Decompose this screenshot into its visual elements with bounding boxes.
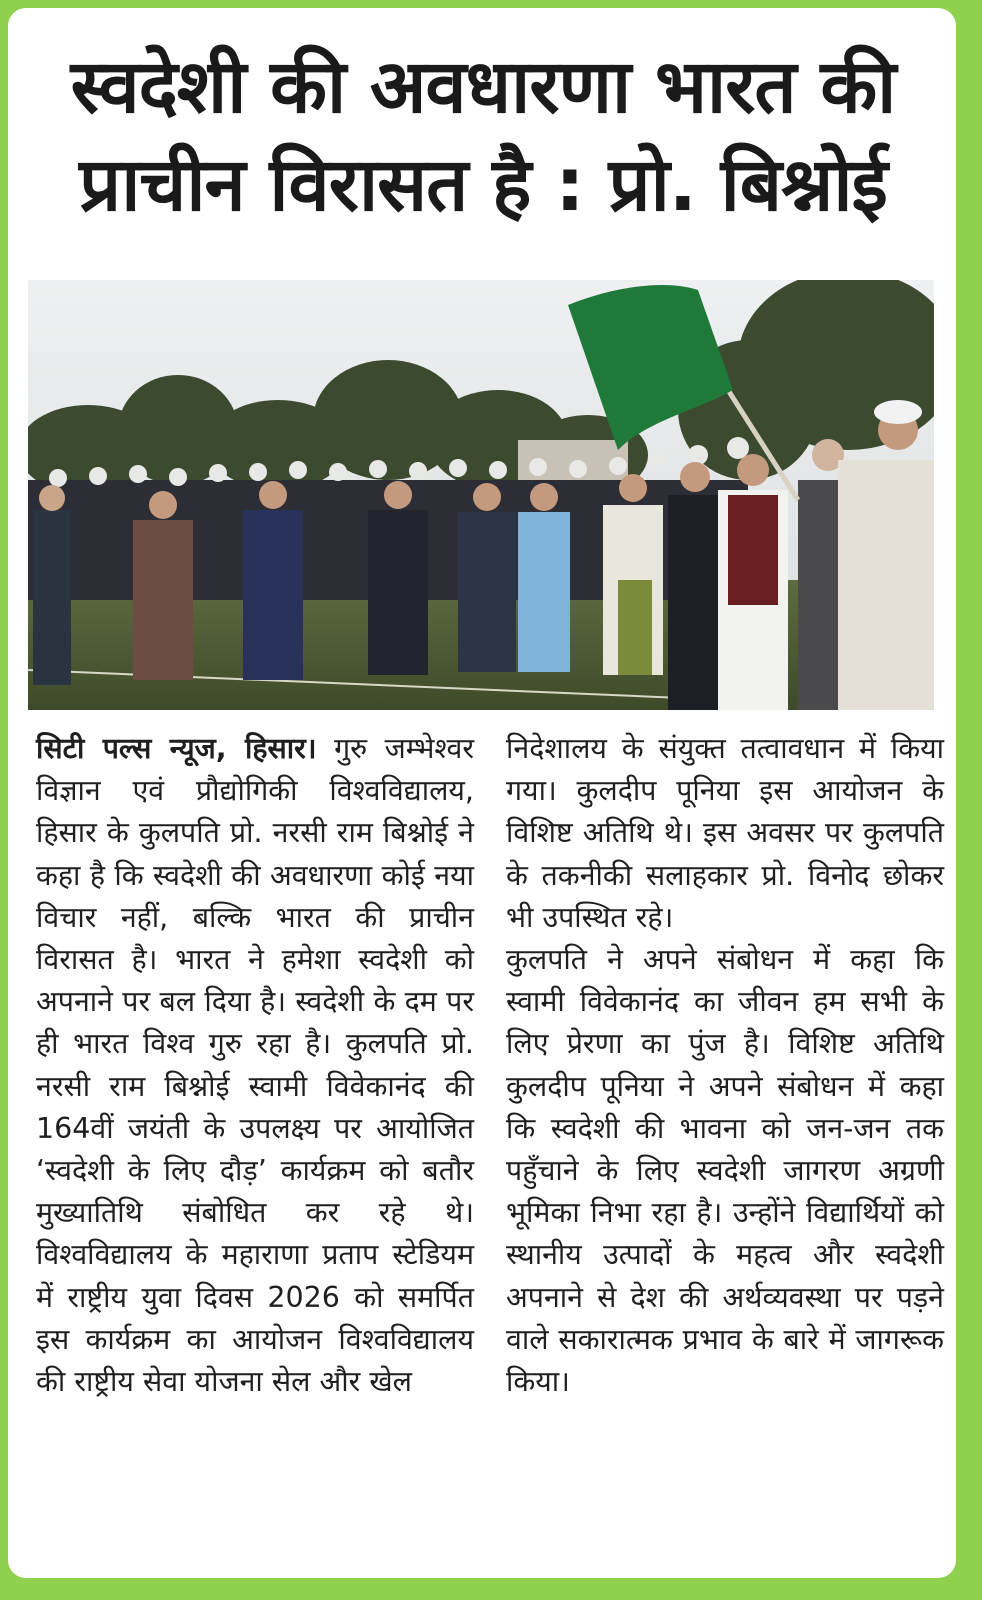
article-paragraph: कुलपति ने अपने संबोधन में कहा कि स्वामी विवेकानंद का जीवन हम सभी के लिए प्रेरणा का पुंज है। विशिष्ट अतिथि कुलदीप पूनिया ने अपने संबोधन में कहा कि स्वदेशी की भावना को जन-जन तक पहुँचाने के लिए स्वदेशी जागरण अग्रणी भूमिका निभा रहा है। उन्होंने विद्यार्थियों को स्थानीय उत्पादों के महत्व और स्वदेशी अपनाने से देश की अर्थव्यवस्था पर पड़ने वाले सकारात्मक प्रभाव के बारे में जागरूक किया। [506, 943, 944, 1399]
headline-line-2: प्राचीन विरासत है : प्रो. बिश्नोई [79, 142, 887, 228]
dateline: सिटी पल्स न्यूज, हिसार। [36, 732, 317, 765]
article-body-column-1: गुरु जम्भेश्वर विज्ञान एवं प्रौद्योगिकी विश्वविद्यालय, हिसार के कुलपति प्रो. नरसी राम बिश्नोई ने कहा है कि स्वदेशी की अवधारणा कोई नया विचार नहीं, बल्कि भारत की प्राचीन विरासत है। भारत ने हमेशा स्वदेशी को अपनाने पर बल दिया है। स्वदेशी के दम पर ही भारत विश्व गुरु रहा है। कुलपति प्रो. नरसी राम बिश्नोई स्वामी विवेकानंद की 164वीं जयंती के उपलक्ष्य पर आयोजित ‘स्वदेशी के लिए दौड़’ कार्यक्रम को बतौर मुख्यातिथि संबोधित कर रहे थे। विश्वविद्यालय के महाराणा प्रताप स्टेडियम में राष्ट्रीय युवा दिवस 2026 को समर्पित इस कार्यक्रम का आयोजन विश्वविद्यालय की राष्ट्रीय सेवा योजना सेल और खेल [36, 732, 475, 1399]
article-paragraph: निदेशालय के संयुक्त तत्वावधान में किया गया। कुलदीप पूनिया इस आयोजन के विशिष्ट अतिथि थे। इस अवसर पर कुलपति के तकनीकी सलाहकार प्रो. विनोद छोकर भी उपस्थित रहे। [506, 732, 944, 934]
headline [28, 38, 938, 234]
news-photo [28, 280, 934, 710]
headline-line-1: स्वदेशी की अवधारणा भारत की [70, 44, 896, 130]
article-column-right [506, 728, 944, 1403]
article-column-left [36, 728, 474, 1403]
news-clipping [8, 8, 956, 1578]
